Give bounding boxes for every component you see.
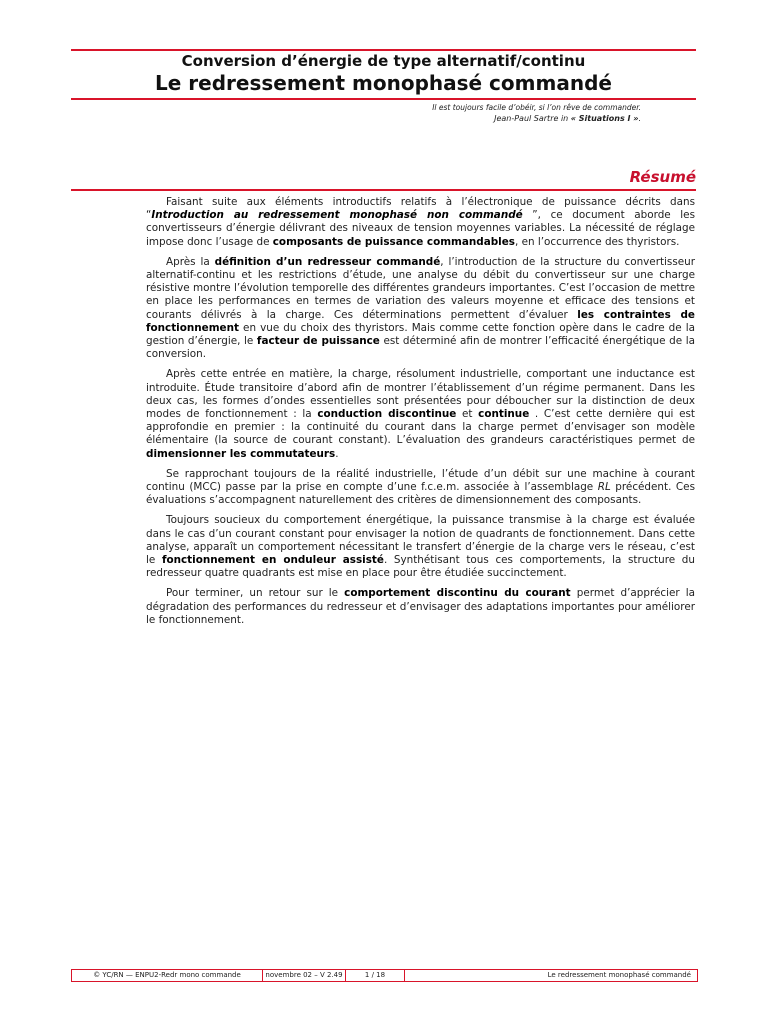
text-run: précédent. Ces évaluations s’accompagnent naturellement des critères de dimensionnement des composants. — [146, 481, 695, 507]
text-run: permet d’apprécier la dégradation des performances du redresseur et d’envisager des adaptations importantes pour améliorer le fonctionnement. — [146, 587, 695, 626]
emphasis: continue — [478, 408, 530, 421]
resume-body — [146, 196, 695, 634]
text-run: Après cette entrée en matière, la charge, résolument industrielle, comportant une inductance est introduite. Étude transitoire d’abord afin de montrer l’établissement d’un régime permanent. Dans les deux cas, les formes d’ondes essentielles sont présentées pour déboucher sur la distinction de deux modes de fonctionnement : la — [146, 368, 695, 421]
resume-rule — [71, 189, 696, 191]
paragraph-4 — [146, 468, 695, 508]
epigraph — [432, 102, 641, 124]
text-run: , l’introduction de la structure du convertisseur alternatif-continu et les restrictions d’étude, une analyse du débit du convertisseur sur une charge résistive montre l’évolution temporelle des différentes grandeurs importantes. C’est l’occasion de mettre en place les performances en termes de variation des valeurs moyenne et efficace des tensions et courants délivrés à la charge. Ces déterminations permettent d’évaluer — [146, 255, 696, 321]
text-run: Après la — [166, 255, 215, 268]
emphasis: conduction discontinue — [317, 408, 457, 421]
text-run: et — [456, 408, 479, 421]
emphasis: les contraintes de fonctionnement — [146, 308, 695, 334]
top-rule — [71, 49, 696, 51]
epigraph-source: « Situations I » — [570, 114, 639, 123]
text-run: . — [335, 447, 339, 460]
italic-term: RL — [597, 481, 611, 494]
emphasis: comportement discontinu du courant — [344, 587, 571, 600]
footer-doc-title: Le redressement monophasé commandé — [547, 971, 691, 979]
document-title: Le redressement monophasé commandé — [155, 71, 612, 95]
footer-date-version: novembre 02 – V 2.49 — [263, 970, 346, 981]
text-run: . Synthétisant tous ces comportements, la structure du redresseur quatre quadrants est mise en place pour être étudiée succinctement. — [146, 554, 695, 580]
epigraph-author-name: Jean-Paul Sartre in — [494, 114, 571, 123]
text-run: Faisant suite aux éléments introductifs relatifs à l’électronique de puissance décrits dans “ — [146, 196, 695, 222]
text-run: Toujours soucieux du comportement énergétique, la puissance transmise à la charge est évaluée dans le cas d’un courant constant pour envisager la notion de quadrants de fonctionnement. Dans cette analyse, apparaît un comportement nécessitant le transfert d’énergie de la charge vers le réseau, c’est le — [146, 514, 695, 567]
emphasis: composants de puissance commandables — [272, 235, 515, 248]
epigraph-quote: Il est toujours facile d’obéir, si l’on rêve de commander. — [432, 103, 641, 112]
page-footer — [71, 969, 698, 982]
emphasis: définition d’un redresseur commandé — [214, 255, 441, 268]
text-run: Se rapprochant toujours de la réalité industrielle, l’étude d’un débit sur une machine à courant continu (MCC) passe par la prise en compte d’une f.c.e.m. associée à l’assemblage — [146, 467, 695, 494]
title-rule — [71, 98, 696, 100]
text-run: . C’est cette dernière qui est approfondie en premier : la continuité du courant dans la charge permet d’envisager son modèle élémentaire (la source de courant constant). L’évaluation des grandeurs caractéristiques permet de — [146, 408, 695, 447]
emphasis: fonctionnement en onduleur assisté — [161, 554, 384, 567]
paragraph-2 — [146, 256, 695, 362]
paragraph-3 — [146, 368, 695, 460]
text-run: en vue du choix des thyristors. Mais comme cette fonction opère dans le cadre de la gestion d’énergie, le — [146, 321, 695, 348]
text-run: ”, ce document aborde les convertisseurs d’énergie délivrant des niveaux de tension moyennes variables. La nécessité de réglage impose donc l’usage de — [146, 209, 695, 248]
epigraph-end: . — [638, 114, 641, 123]
text-run: Pour terminer, un retour sur le — [166, 587, 345, 600]
footer-page-number: 1 / 18 — [346, 970, 405, 981]
footer-authors: © YC/RN — ENPU2-Redr mono commande — [72, 970, 263, 981]
epigraph-author — [432, 113, 641, 124]
paragraph-6 — [146, 587, 695, 627]
emphasis: dimensionner les commutateurs — [146, 447, 336, 460]
emphasis: facteur de puissance — [256, 335, 380, 348]
header — [71, 52, 696, 95]
resume-heading: Résumé — [629, 168, 696, 186]
document-subtitle: Conversion d’énergie de type alternatif/continu — [181, 52, 586, 70]
text-run: , en l’occurrence des thyristors. — [514, 235, 680, 248]
paragraph-1 — [146, 196, 695, 249]
paragraph-5 — [146, 514, 695, 580]
text-run: est déterminé afin de montrer l’efficacité énergétique de la conversion. — [146, 335, 695, 361]
reference-title: Introduction au redressement monophasé non commandé — [151, 209, 523, 222]
